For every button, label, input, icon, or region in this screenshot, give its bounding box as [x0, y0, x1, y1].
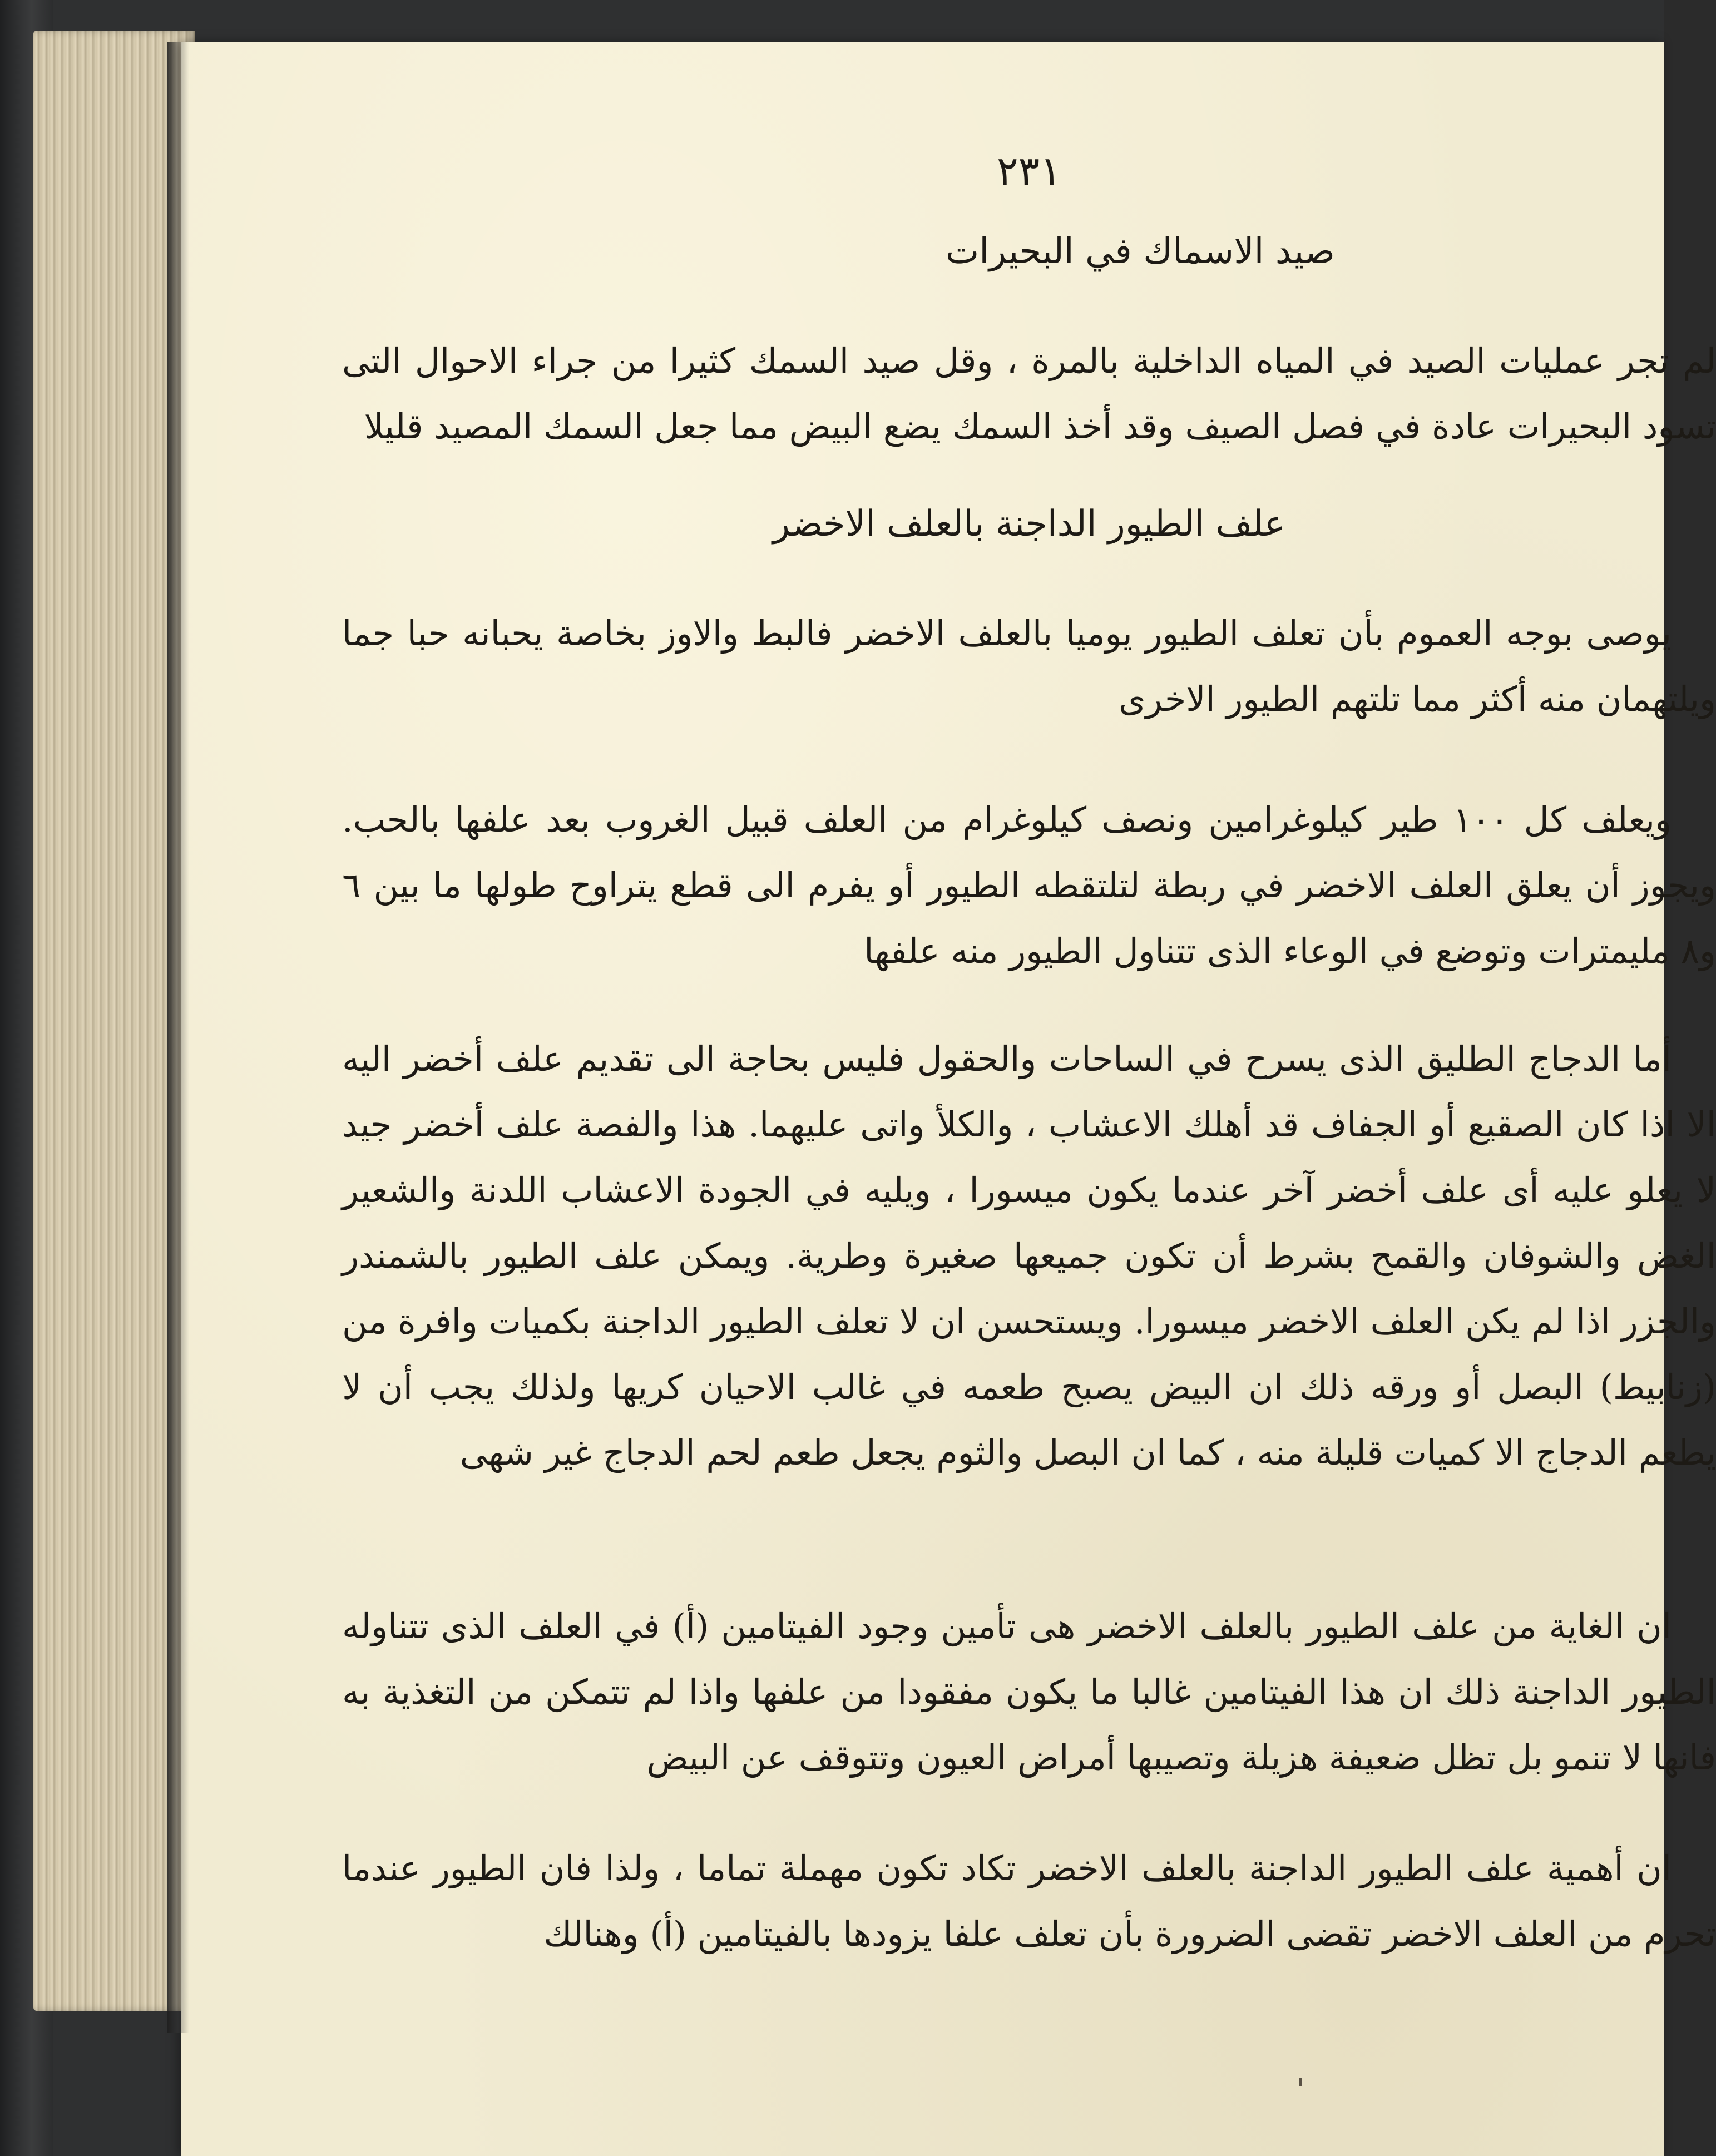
paper-speck: [1299, 2078, 1302, 2086]
spine-shadow: [167, 42, 189, 2033]
paragraph-vitamin-purpose: ان الغاية من علف الطيور بالعلف الاخضر هى تأمين وجود الفيتامين (أ) في العلف الذى تتناوله الطيور الداجنة ذلك ان هذا الفيتامين غالبا ما يكون مفقودا من علفها واذا لم تتمكن من التغذية به فانها لا تنمو بل تظل ضعيفة هزيلة وتصيبها أمراض العيون وتتوقف عن البيض: [342, 1606, 1716, 1778]
page-paper: [181, 42, 1716, 2156]
paragraph-feeding-amount: ويعلف كل ١٠٠ طير كيلوغرامين ونصف كيلوغرام من العلف قبيل الغروب بعد علفها بالحب. ويجوز أن يعلق العلف الاخضر في ربطة لتلتقطه الطيور أو يفرم الى قطع يتراوح طولها ما بين ٦ و٨ مليمترات وتوضع في الوعاء الذى تتناول الطيور منه علفها: [342, 799, 1716, 971]
paragraph-free-range-chickens: أما الدجاج الطليق الذى يسرح في الساحات والحقول فليس بحاجة الى تقديم علف أخضر اليه الا اذا كان الصقيع أو الجفاف قد أهلك الاعشاب ، والكلأ واتى عليهما. هذا والفصة علف أخضر جيد لا يعلو عليه أى علف أخضر آخر عندما يكون ميسورا ، ويليه في الجودة الاعشاب اللدنة والشعير الغض والشوفان والقمح بشرط أن تكون جميعها صغيرة وطرية. ويمكن علف الطيور بالشمندر والجزر اذا لم يكن العلف الاخضر ميسورا. ويستحسن ان لا تعلف الطيور الداجنة بكميات وافرة من (زنابيط) البصل أو ورقه ذلك ان البيض يصبح طعمه في غالب الاحيان كريها ولذلك يجب أن لا يطعم الدجاج الا كميات قليلة منه ، كما ان البصل والثوم يجعل طعم لحم الدجاج غير شهى: [342, 1039, 1716, 1473]
section-heading-fish: صيد الاسماك في البحيرات: [946, 231, 1335, 272]
page-number: ٢٣١: [996, 147, 1061, 194]
paragraph-green-feed-importance: ان أهمية علف الطيور الداجنة بالعلف الاخضر تكاد تكون مهملة تماما ، ولذا فان الطيور عندما تحرم من العلف الاخضر تقضى الضرورة بأن تعلف علفا يزودها بالفيتامين (أ) وهنالك: [342, 1848, 1716, 1954]
paragraph-fish-hunting: لم تجر عمليات الصيد في المياه الداخلية بالمرة ، وقل صيد السمك كثيرا من جراء الاحوال التى تسود البحيرات عادة في فصل الصيف وقد أخذ السمك يضع البيض مما جعل السمك المصيد قليلا: [342, 340, 1716, 447]
section-heading-poultry: علف الطيور الداجنة بالعلف الاخضر: [773, 503, 1285, 545]
paragraph-poultry-intro: يوصى بوجه العموم بأن تعلف الطيور يوميا بالعلف الاخضر فالبط والاوز بخاصة يحبانه حبا جما ويلتهمان منه أكثر مما تلتهم الطيور الاخرى: [342, 613, 1716, 719]
